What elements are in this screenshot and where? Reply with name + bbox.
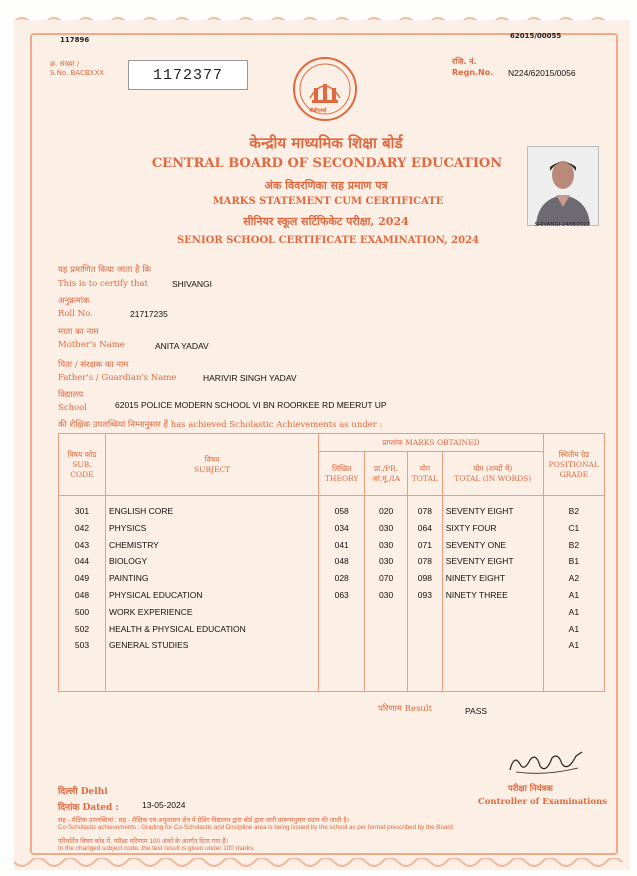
exam-title: SENIOR SCHOOL CERTIFICATE EXAMINATION, 2024 (176, 235, 480, 246)
cell-sub-code: 049 (59, 573, 106, 590)
cell-total: 093 (408, 590, 443, 607)
cell-practical: 030 (365, 590, 408, 607)
achievement-english: has achieved Scholastic Achievements as under : (170, 420, 383, 430)
dated-label: दिनांक Dated : (58, 803, 119, 813)
place-line: दिल्ली Delhi (58, 787, 108, 797)
candidate-silhouette-icon (528, 147, 598, 225)
seal-caption: सीबीएसई (309, 108, 327, 114)
cell-practical: 070 (365, 573, 408, 590)
serial-label-english: S.No. BACBXXX (50, 69, 105, 77)
spacer-cell (442, 657, 543, 692)
cell-sub-code: 042 (59, 523, 106, 540)
cell-subject: PAINTING (105, 573, 318, 590)
exam-title-hindi: सीनियर स्कूल सर्टिफिकेट परीक्षा, 2024 (243, 215, 409, 228)
note-cosch-hindi: सह - शैक्षिक उपलब्धियां : सह - शैक्षिक एवं अनुशासन क्षेत्र में ग्रेडिंग विद्यालय द्वारा बोर्ड द्वारा जारी प्रारूपानुसार प्रदान की जाती है। (58, 817, 350, 824)
header-positional-grade: स्थितीय ग्रेड POSITIONAL GRADE (543, 434, 604, 496)
cell-grade: B2 (543, 496, 604, 523)
cell-grade: A1 (543, 624, 604, 641)
cell-sub-code: 043 (59, 540, 106, 557)
cell-sub-code: 502 (59, 624, 106, 641)
father-label-hindi: पिता / संरक्षक का नाम (58, 360, 129, 370)
serial-label-hindi: क्र. संख्या / (50, 60, 80, 68)
cell-grade: A1 (543, 607, 604, 624)
father-name: HARIVIR SINGH YADAV (203, 373, 297, 383)
issue-date: 13-05-2024 (142, 800, 186, 810)
table-spacer-row (59, 657, 605, 692)
document-title: MARKS STATEMENT CUM CERTIFICATE (212, 196, 444, 207)
cell-subject: PHYSICAL EDUCATION (105, 590, 318, 607)
cell-subject: BIOLOGY (105, 556, 318, 573)
roll-label: Roll No. (58, 309, 93, 319)
cell-total (408, 607, 443, 624)
board-name: CENTRAL BOARD OF SECONDARY EDUCATION (151, 156, 503, 171)
note-cosch: Co-Scholastic achievements : Grading for Co-Scholastic and Discipline area is being issued by the school as per format prescribed by the Board. (58, 824, 455, 831)
table-row (59, 523, 605, 540)
cell-theory: 058 (319, 496, 365, 523)
table-row (59, 590, 605, 607)
cell-grade: A1 (543, 590, 604, 607)
cell-sub-code: 301 (59, 496, 106, 523)
cell-total (408, 624, 443, 641)
candidate-name: SHIVANGI (172, 279, 212, 289)
bottom-wave-border (0, 858, 637, 872)
school-label-hindi: विद्यालय (58, 390, 84, 400)
left-reference-number: 117896 (60, 36, 90, 44)
result-value: PASS (465, 706, 488, 716)
cell-theory (319, 640, 365, 657)
header-practical: प्रा./PR. आं.मू./IA (365, 452, 408, 496)
cell-total: 064 (408, 523, 443, 540)
certify-label: This is to certify that (58, 279, 148, 289)
cell-total-words: SEVENTY EIGHT (442, 556, 543, 573)
controller-signature (506, 748, 586, 778)
cell-practical: 030 (365, 540, 408, 557)
note-changed: In the changed subject code, the test result is given under 100 marks. (58, 845, 255, 852)
cell-theory (319, 607, 365, 624)
cell-total-words: NINETY THREE (442, 590, 543, 607)
cell-theory: 034 (319, 523, 365, 540)
cell-theory: 048 (319, 556, 365, 573)
cell-subject: CHEMISTRY (105, 540, 318, 557)
cell-grade: C1 (543, 523, 604, 540)
cell-practical: 030 (365, 556, 408, 573)
cell-sub-code: 048 (59, 590, 106, 607)
spacer-cell (543, 657, 604, 692)
roll-number: 21717235 (130, 309, 168, 319)
header-sub-code: विषय कोड SUB. CODE (59, 434, 106, 496)
cell-total: 071 (408, 540, 443, 557)
spacer-cell (319, 657, 365, 692)
cell-total (408, 640, 443, 657)
cell-total-words (442, 624, 543, 641)
spacer-cell (59, 657, 106, 692)
achievement-line (58, 419, 382, 430)
cell-subject: HEALTH & PHYSICAL EDUCATION (105, 624, 318, 641)
header-theory: लिखित THEORY (319, 452, 365, 496)
cell-total-words (442, 640, 543, 657)
marks-table (58, 433, 605, 692)
table-row (59, 640, 605, 657)
candidate-photo (527, 146, 599, 226)
mother-label-hindi: माता का नाम (58, 327, 99, 337)
cell-practical (365, 640, 408, 657)
header-subject: विषय SUBJECT (105, 434, 318, 496)
table-row (59, 496, 605, 523)
marks-table-body (59, 496, 605, 692)
regn-label-hindi: रजि. नं. (452, 57, 477, 66)
cell-total: 098 (408, 573, 443, 590)
board-name-hindi: केन्द्रीय माध्यमिक शिक्षा बोर्ड (249, 134, 403, 152)
cell-subject: ENGLISH CORE (105, 496, 318, 523)
cell-practical (365, 624, 408, 641)
cell-total: 078 (408, 556, 443, 573)
header-marks-obtained: प्राप्तांक MARKS OBTAINED (319, 434, 544, 452)
cell-total-words: SEVENTY ONE (442, 540, 543, 557)
cell-theory: 063 (319, 590, 365, 607)
spacer-cell (408, 657, 443, 692)
roll-label-hindi: अनुक्रमांक (58, 296, 90, 306)
cell-theory: 041 (319, 540, 365, 557)
cell-practical (365, 607, 408, 624)
cell-subject: GENERAL STUDIES (105, 640, 318, 657)
school-name: 62015 POLICE MODERN SCHOOL VI BN ROORKEE RD MEERUT UP (115, 400, 387, 410)
serial-label (50, 60, 104, 78)
cell-grade: A2 (543, 573, 604, 590)
cell-subject: PHYSICS (105, 523, 318, 540)
regn-number: N224/62015/0056 (508, 68, 576, 78)
cell-grade: B1 (543, 556, 604, 573)
spacer-cell (365, 657, 408, 692)
serial-number-box: 1172377 (128, 60, 248, 90)
header-total-words: योग (शब्दों में) TOTAL (IN WORDS) (442, 452, 543, 496)
cell-practical: 030 (365, 523, 408, 540)
regn-label: Regn.No. (452, 68, 494, 77)
cell-grade: A1 (543, 640, 604, 657)
cell-subject: WORK EXPERIENCE (105, 607, 318, 624)
cell-practical: 020 (365, 496, 408, 523)
cell-theory (319, 624, 365, 641)
cell-sub-code: 500 (59, 607, 106, 624)
right-reference-number: 62015/00055 (510, 32, 562, 40)
cell-theory: 028 (319, 573, 365, 590)
controller-title-hindi: परीक्षा नियंत्रक (508, 784, 553, 794)
cell-total: 078 (408, 496, 443, 523)
table-row (59, 540, 605, 557)
spacer-cell (105, 657, 318, 692)
cell-sub-code: 044 (59, 556, 106, 573)
table-row (59, 573, 605, 590)
header-total: योग TOTAL (408, 452, 443, 496)
mother-label: Mother's Name (58, 340, 125, 350)
table-row (59, 624, 605, 641)
cell-total-words: SIXTY FOUR (442, 523, 543, 540)
father-label: Father's / Guardian's Name (58, 373, 177, 383)
photo-caption: SHIVANGI-24/08/2022 (534, 222, 590, 228)
certify-label-hindi: यह प्रमाणित किया जाता है कि (58, 265, 151, 275)
result-label: परिणाम Result (378, 704, 433, 714)
cell-total-words: SEVENTY EIGHT (442, 496, 543, 523)
note-changed-hindi: परिवर्तित विषय कोड में, परीक्षा परिणाम 100 अंकों के अंतर्गत दिया गया है। (58, 838, 228, 845)
cell-sub-code: 503 (59, 640, 106, 657)
cell-total-words: NINETY EIGHT (442, 573, 543, 590)
cell-grade: B2 (543, 540, 604, 557)
document-title-hindi: अंक विवरणिका सह प्रमाण पत्र (264, 179, 388, 192)
cell-total-words (442, 607, 543, 624)
mother-name: ANITA YADAV (155, 341, 209, 351)
controller-title: Controller of Examinations (478, 797, 608, 807)
school-label: School (58, 403, 88, 413)
table-row (59, 607, 605, 624)
achievement-hindi: की शैक्षिक उपलब्धियां निम्नानुसार हैं (58, 420, 168, 430)
table-row (59, 556, 605, 573)
